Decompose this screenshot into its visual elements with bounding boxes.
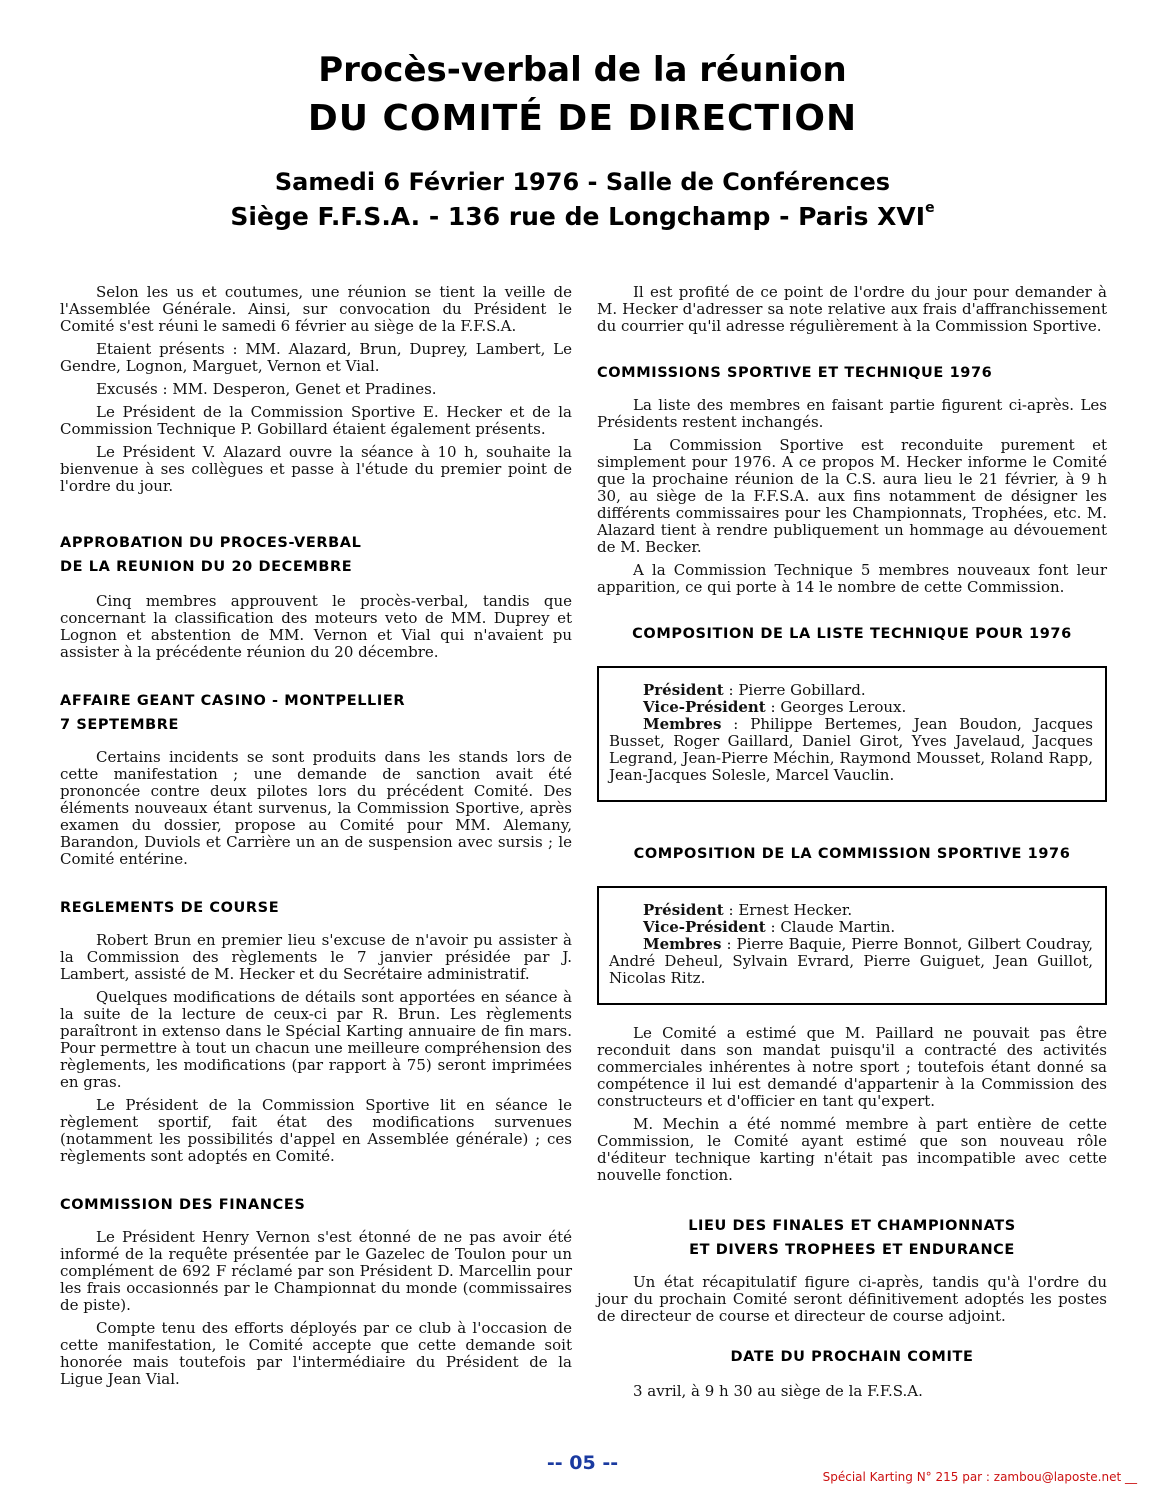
paragraph: Cinq membres approuvent le procès-verbal, tandis que concernant la classification des moteurs veto de MM. Duprey et Lognon et abstention de MM. Vernon et Vial qui n'avaient pu assister à la précédente réunion du 20 décembre. bbox=[60, 592, 572, 661]
paragraph: 3 avril, à 9 h 30 au siège de la F.F.S.A. bbox=[633, 1382, 923, 1400]
vice-president-label: Vice-Président bbox=[643, 698, 766, 716]
section-heading: DATE DU PROCHAIN COMITE bbox=[730, 1349, 974, 1365]
meeting-place: Siège F.F.S.A. - 136 rue de Longchamp - Paris XVIe bbox=[230, 200, 935, 231]
paragraph: Etaient présents : MM. Alazard, Brun, Duprey, Lambert, Le Gendre, Lognon, Marguet, Vernon et Vial. bbox=[60, 340, 572, 375]
ordinal-sup: e bbox=[925, 200, 935, 216]
members-label: Membres bbox=[643, 715, 722, 733]
paragraph: Excusés : MM. Desperon, Genet et Pradines. bbox=[96, 380, 437, 398]
paragraph: Il est profité de ce point de l'ordre du jour pour demander à M. Hecker d'adresser sa note relative aux frais d'affranchissement du courrier qu'il adresse régulièrement à la Commission Sportive. bbox=[597, 283, 1107, 335]
paragraph: Robert Brun en premier lieu s'excuse de n'avoir pu assister à la Commission des règlements le 7 janvier présidée par J. Lambert, assisté de M. Hecker et du Secrétaire administratif. bbox=[60, 931, 572, 983]
section-heading: DE LA REUNION DU 20 DECEMBRE bbox=[60, 559, 353, 575]
president-label: Président bbox=[643, 901, 724, 919]
page-title-line2: DU COMITÉ DE DIRECTION bbox=[307, 98, 858, 139]
president-name: Ernest Hecker. bbox=[738, 901, 853, 919]
members-list: Pierre Baquie, Pierre Bonnot, Gilbert Coudray, André Deheul, Sylvain Evrard, Pierre Guiguet, Jean Guillot, Nicolas Ritz. bbox=[609, 935, 1093, 987]
paragraph: Le Président de la Commission Sportive lit en séance le règlement sportif, fait état des modifications survenues (notamment les possibilités d'appel en Assemblée générale) ; ces règlements sont adoptés en Comité. bbox=[60, 1096, 572, 1165]
meeting-date: Samedi 6 Février 1976 - Salle de Conférences bbox=[274, 168, 891, 196]
paragraph: La Commission Sportive est reconduite purement et simplement pour 1976. A ce propos M. Hecker informe le Comité que la prochaine réunion de la C.S. aura lieu le 21 février, à 9 h 30, au siège de la F.F.S.A. aux fins notamment de désigner les différents commissaires pour les Championnats, Trophées, etc. M. Alazard tient à rendre publiquement un hommage au dévouement de M. Becker. bbox=[597, 436, 1107, 556]
vice-president-name: Georges Leroux. bbox=[780, 698, 907, 716]
paragraph: Certains incidents se sont produits dans les stands lors de cette manifestation ; une demande de sanction avait été prononcée contre deux pilotes lors du précédent Comité. Des éléments nouveaux étant survenus, la Commission Sportive, après examen du dossier, propose au Comité pour MM. Alemany, Barandon, Duviols et Carrière un an de suspension avec sursis ; le Comité entérine. bbox=[60, 748, 572, 868]
paragraph: Un état récapitulatif figure ci-après, tandis qu'à l'ordre du jour du prochain Comité seront définitivement adoptés les postes de directeur de course et directeur de course adjoint. bbox=[597, 1273, 1107, 1325]
members-label: Membres bbox=[643, 935, 722, 953]
section-heading: 7 SEPTEMBRE bbox=[60, 717, 180, 733]
paragraph: Le Président V. Alazard ouvre la séance à 10 h, souhaite la bienvenue à ses collègues et passe à l'étude du premier point de l'ordre du jour. bbox=[60, 443, 572, 495]
paragraph: A la Commission Technique 5 membres nouveaux font leur apparition, ce qui porte à 14 le nombre de cette Commission. bbox=[597, 561, 1107, 596]
president-label: Président bbox=[643, 681, 724, 699]
paragraph: Selon les us et coutumes, une réunion se tient la veille de l'Assemblée Générale. Ainsi, sur convocation du Président le Comité s'est réuni le samedi 6 février au siège de la F.F.S.A. bbox=[60, 283, 572, 335]
section-heading: ET DIVERS TROPHEES ET ENDURANCE bbox=[689, 1242, 1015, 1258]
members-list: Philippe Bertemes, Jean Boudon, Jacques Busset, Roger Gaillard, Daniel Girot, Yves Javelaud, Jacques Legrand, Jean-Pierre Méchin, Raymond Mousset, Roland Rapp, Jean-Jacques Solesle, Marcel Vauclin. bbox=[609, 715, 1093, 784]
paragraph: M. Mechin a été nommé membre à part entière de cette Commission, le Comité ayant estimé que son nouveau rôle d'éditeur technique karting n'était pas incompatible avec cette nouvelle fonction. bbox=[597, 1115, 1107, 1184]
page-number: -- 05 -- bbox=[546, 1452, 619, 1474]
section-heading: COMPOSITION DE LA LISTE TECHNIQUE POUR 1976 bbox=[632, 626, 1072, 642]
section-heading: COMPOSITION DE LA COMMISSION SPORTIVE 1976 bbox=[633, 846, 1071, 862]
scan-credit: Spécial Karting N° 215 par : zambou@laposte.net __ bbox=[822, 1470, 1137, 1484]
right-column bbox=[597, 284, 1107, 1406]
vice-president-name: Claude Martin. bbox=[780, 918, 896, 936]
section-heading: COMMISSIONS SPORTIVE ET TECHNIQUE 1976 bbox=[597, 365, 993, 381]
vice-president-label: Vice-Président bbox=[643, 918, 766, 936]
technical-list-box: Président : Pierre Gobillard. Vice-Président : Georges Leroux. Membres : Philippe Bertemes, Jean Boudon, Jacques Busset, Roger Gaillard, Daniel Girot, Yves Javelaud, Jacques Legrand, Jean-Pierre Méchin, Raymond Mousset, Roland Rapp, Jean-Jacques Solesle, Marcel Vauclin. bbox=[597, 666, 1107, 802]
paragraph: La liste des membres en faisant partie figurent ci-après. Les Présidents restent inchangés. bbox=[597, 396, 1107, 431]
paragraph: Le Président de la Commission Sportive E. Hecker et de la Commission Technique P. Gobillard étaient également présents. bbox=[60, 403, 572, 438]
section-heading: LIEU DES FINALES ET CHAMPIONNATS bbox=[688, 1218, 1016, 1234]
left-column bbox=[60, 284, 572, 1394]
section-heading: APPROBATION DU PROCES-VERBAL bbox=[60, 535, 362, 551]
paragraph: Le Comité a estimé que M. Paillard ne pouvait pas être reconduit dans son mandat puisqu'il a contracté des activités commerciales inhérentes à notre sport ; toutefois étant donné sa compétence il lui est demandé d'appartenir à la Commission des constructeurs et d'officier en tant qu'expert. bbox=[597, 1024, 1107, 1110]
sport-commission-box: Président : Ernest Hecker. Vice-Président : Claude Martin. Membres : Pierre Baquie, Pierre Bonnot, Gilbert Coudray, André Deheul, Sylvain Evrard, Pierre Guiguet, Jean Guillot, Nicolas Ritz. bbox=[597, 886, 1107, 1005]
president-name: Pierre Gobillard. bbox=[738, 681, 866, 699]
section-heading: AFFAIRE GEANT CASINO - MONTPELLIER bbox=[60, 693, 406, 709]
paragraph: Compte tenu des efforts déployés par ce club à l'occasion de cette manifestation, le Comité accepte que cette demande soit honorée mais toutefois par l'intermédiaire du Président de la Ligue Jean Vial. bbox=[60, 1319, 572, 1388]
page-title: Procès-verbal de la réunion bbox=[318, 50, 847, 90]
section-heading: COMMISSION DES FINANCES bbox=[60, 1197, 306, 1213]
section-heading: REGLEMENTS DE COURSE bbox=[60, 900, 280, 916]
paragraph: Le Président Henry Vernon s'est étonné de ne pas avoir été informé de la requête présentée par le Gazelec de Toulon pour un complément de 692 F réclamé par son Président D. Marcellin pour les frais occasionnés par le Championnat du monde (commissaires de piste). bbox=[60, 1228, 572, 1314]
paragraph: Quelques modifications de détails sont apportées en séance à la suite de la lecture de ceux-ci par R. Brun. Les règlements paraîtront in extenso dans le Spécial Karting annuaire de fin mars. Pour permettre à tout un chacun une meilleure compréhension des règlements, les modifications (par rapport à 75) seront imprimées en gras. bbox=[60, 988, 572, 1091]
